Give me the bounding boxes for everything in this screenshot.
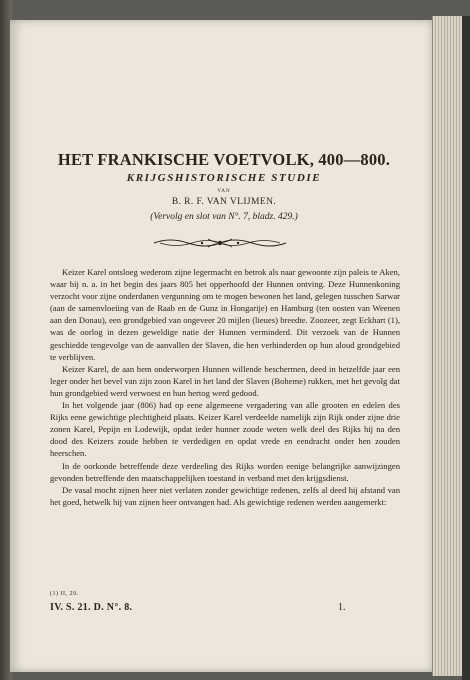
ornament-divider-icon: [150, 236, 290, 250]
paragraph: In de oorkonde betreffende deze verdeeling des Rijks worden eenige belangrijke aanwijzingen gevonden betreffende den maatschappelijken toestand in verband met den krijgsdienst.: [50, 460, 400, 483]
paragraph: Keizer Karel, de aan hem onderworpen Hunnen willende beschermen, deed in hetzelfde jaar een leger onder het bevel van zijn zoon Karel in het land der Slaven (Boheme) rukken, met het gevolg dat hun grondgebied werd verwoest en hun hertog werd gedood.: [50, 363, 400, 398]
book-cover-edge: [462, 16, 470, 680]
continuation-note: (Vervolg en slot van N°. 7, bladz. 429.): [150, 212, 298, 222]
article-subtitle: KRIJGSHISTORISCHE STUDIE: [126, 172, 322, 184]
paragraph: In het volgende jaar (806) had op eene algemeene vergadering van alle grooten en edelen des Rijks eene gewichtige plechtigheid plaats. Keizer Karel verdeelde namelijk zijn Rijk onder zijne drie zonen Karel, Pepijn en Lodewijk, opdat ieder hunner zoude weten welk deel des Rijks hij na den dood des Keizers zoude hebben te verdedigen en opdat vrede en eendracht onder hen zouden heerschen.: [50, 400, 400, 459]
footnote: (1) II, 29.: [50, 591, 79, 597]
article-body: [50, 266, 400, 508]
sheet-number: 1.: [338, 602, 346, 613]
article-title: HET FRANKISCHE VOETVOLK, 400—800.: [57, 150, 391, 169]
byline-prefix: VAN: [217, 189, 231, 194]
author-name: B. R. F. VAN VLIJMEN.: [171, 197, 277, 207]
paragraph: De vasal mocht zijnen heer niet verlaten zonder gewichtige redenen, zelfs al deed hij afstand van het goed, hetwelk hij van zijnen heer ontvangen had. Als gewichtige redenen werden aangemerkt:: [50, 484, 400, 507]
paragraph: Keizer Karel ontsloeg wederom zijne legermacht en betrok als naar gewoonte zijn paleis te Aken, waar hij n. a. in het begin des jaars 805 het opperhoofd der Hunnen ontving. Deze Hunnenkoning verzocht voor zijne onderdanen vergunning om te mogen bewonen het land, gelegen tusschen Sarwar (aan de samenvloeiing van de Raab en de Gunz in Hongarije) en Hamburg (ten oosten van Weenen aan den Donau), een grondgebied van ongeveer 20 mijlen (lieues) breedte. Zoozeer, zegt Eckhart (1), was de oorlog in dezen geweldige natie der Hunnen verminderd. Dit verzoek van de Hunnen geschiedde tengevolge van de aanvallen der Slaven, die hen verhinderden op hun aloud grondgebied te verblijven.: [50, 267, 400, 362]
printer-signature: IV. S. 21. D. N°. 8.: [50, 602, 133, 613]
page-edges: [432, 16, 463, 676]
